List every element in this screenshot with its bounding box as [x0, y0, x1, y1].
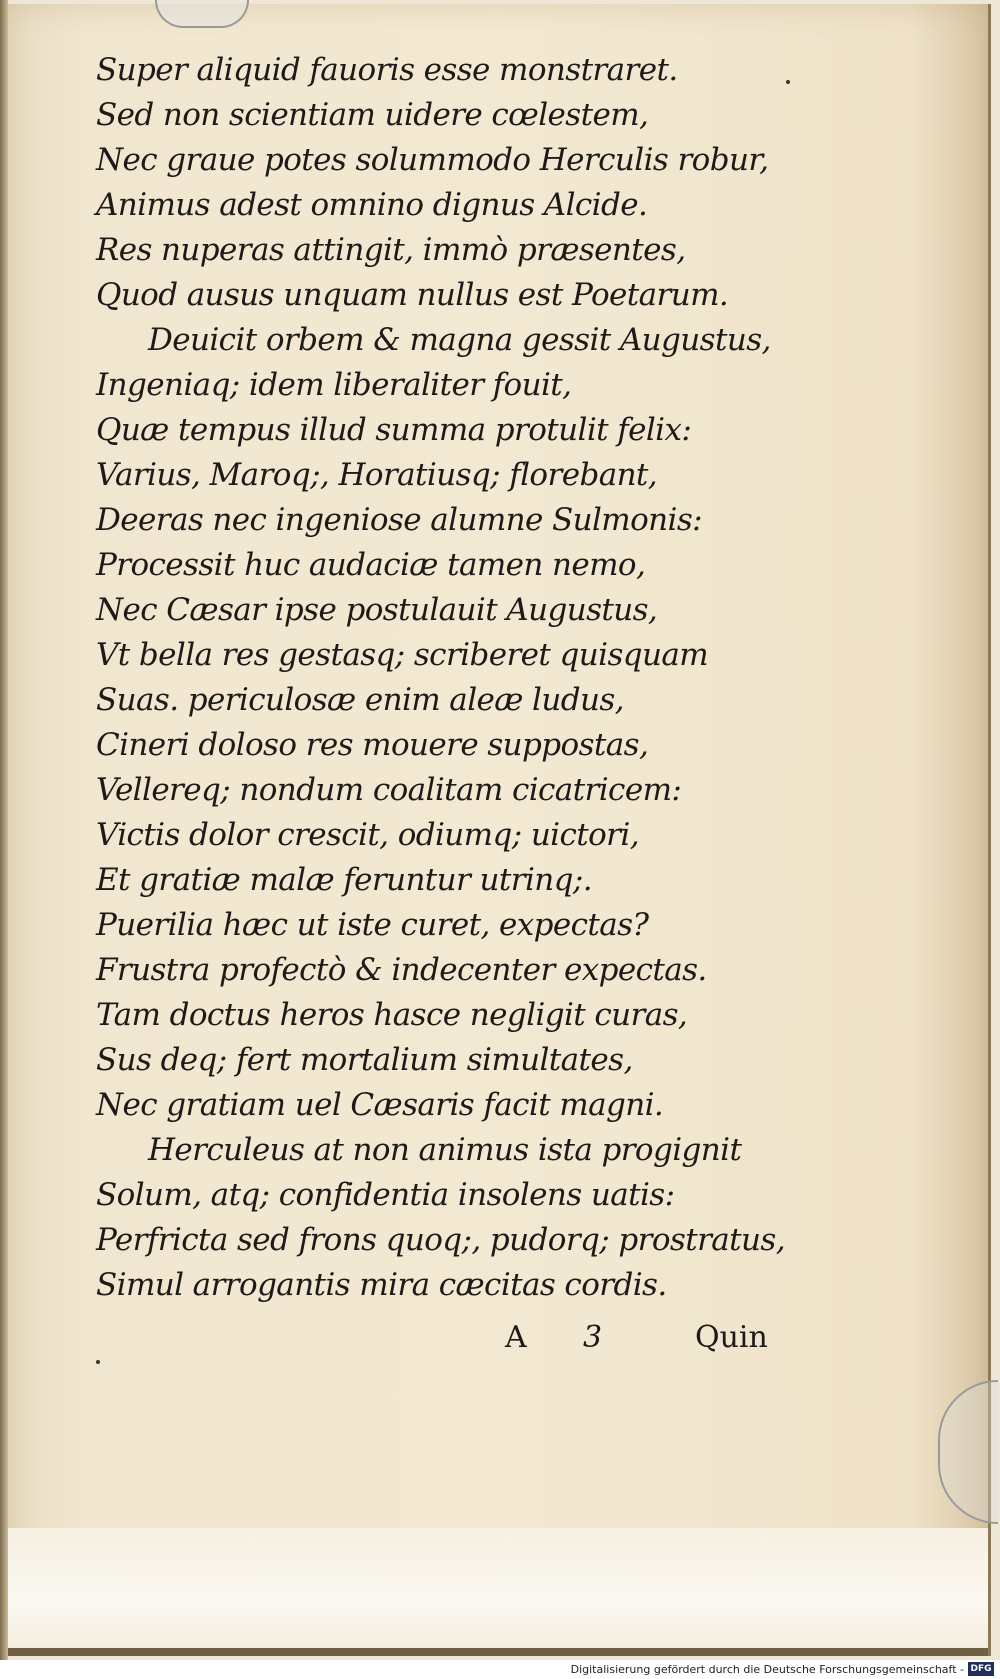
text-line: Perfricta sed frons quoq;, pudorq; prostratus,	[96, 1222, 785, 1258]
text-line: Victis dolor crescit, odiumq; uictori,	[96, 817, 639, 853]
text-line: Super aliquid fauoris esse monstraret.	[96, 52, 678, 88]
text-line: Suas. periculosæ enim aleæ ludus,	[96, 682, 624, 718]
dfg-logo: DFG	[968, 1662, 994, 1676]
text-line: Nec graue potes solummodo Herculis robur,	[96, 142, 769, 178]
text-line: Frustra profectò & indecenter expectas.	[96, 952, 707, 988]
page-clip-top	[155, 0, 249, 28]
page-bottom-margin	[6, 1528, 988, 1656]
text-line: Quod ausus unquam nullus est Poetarum.	[96, 277, 729, 313]
text-line: Deeras nec ingeniose alumne Sulmonis:	[96, 502, 702, 538]
page-bottom-edge	[6, 1648, 988, 1656]
text-line: Sus deq; fert mortalium simultates,	[96, 1042, 633, 1078]
text-line: Ingeniaq; idem liberaliter fouit,	[96, 367, 572, 403]
text-line: Herculeus at non animus ista progignit	[148, 1132, 742, 1168]
catchword: Quin	[695, 1320, 768, 1355]
text-line: Simul arrogantis mira cæcitas cordis.	[96, 1267, 667, 1303]
text-line: Puerilia hæc ut iste curet, expectas?	[96, 907, 649, 943]
signature-mark: A	[505, 1320, 527, 1355]
text-line: Et gratiæ malæ feruntur utrinq;.	[96, 862, 592, 898]
text-line: Nec Cæsar ipse postulauit Augustus,	[96, 592, 658, 628]
text-line: Solum, atq; confidentia insolens uatis:	[96, 1177, 675, 1213]
text-line: Sed non scientiam uidere cœlestem,	[96, 97, 649, 133]
text-line: Vt bella res gestasq; scriberet quisquam	[96, 637, 709, 673]
text-line: Quæ tempus illud summa protulit felix:	[96, 412, 692, 448]
text-line: Varius, Maroq;, Horatiusq; florebant,	[96, 457, 658, 493]
signature-number: 3	[583, 1320, 603, 1355]
page-left-edge	[0, 0, 8, 1660]
text-line: Cineri doloso res mouere suppostas,	[96, 727, 649, 763]
text-line: Processit huc audaciæ tamen nemo,	[96, 547, 646, 583]
text-line: Res nuperas attingit, immò præsentes,	[96, 232, 686, 268]
text-line: Vellereq; nondum coalitam cicatricem:	[96, 772, 682, 808]
text-line: Tam doctus heros hasce negligit curas,	[96, 997, 688, 1033]
footer-credit: Digitalisierung gefördert durch die Deutsche Forschungsgemeinschaft -	[570, 1663, 964, 1676]
text-line: Deuicit orbem & magna gessit Augustus,	[148, 322, 771, 358]
text-line: Animus adest omnino dignus Alcide.	[96, 187, 648, 223]
ink-speck	[96, 1360, 100, 1364]
text-line: Nec gratiam uel Cæsaris facit magni.	[96, 1087, 664, 1123]
poem-text	[96, 48, 796, 1308]
